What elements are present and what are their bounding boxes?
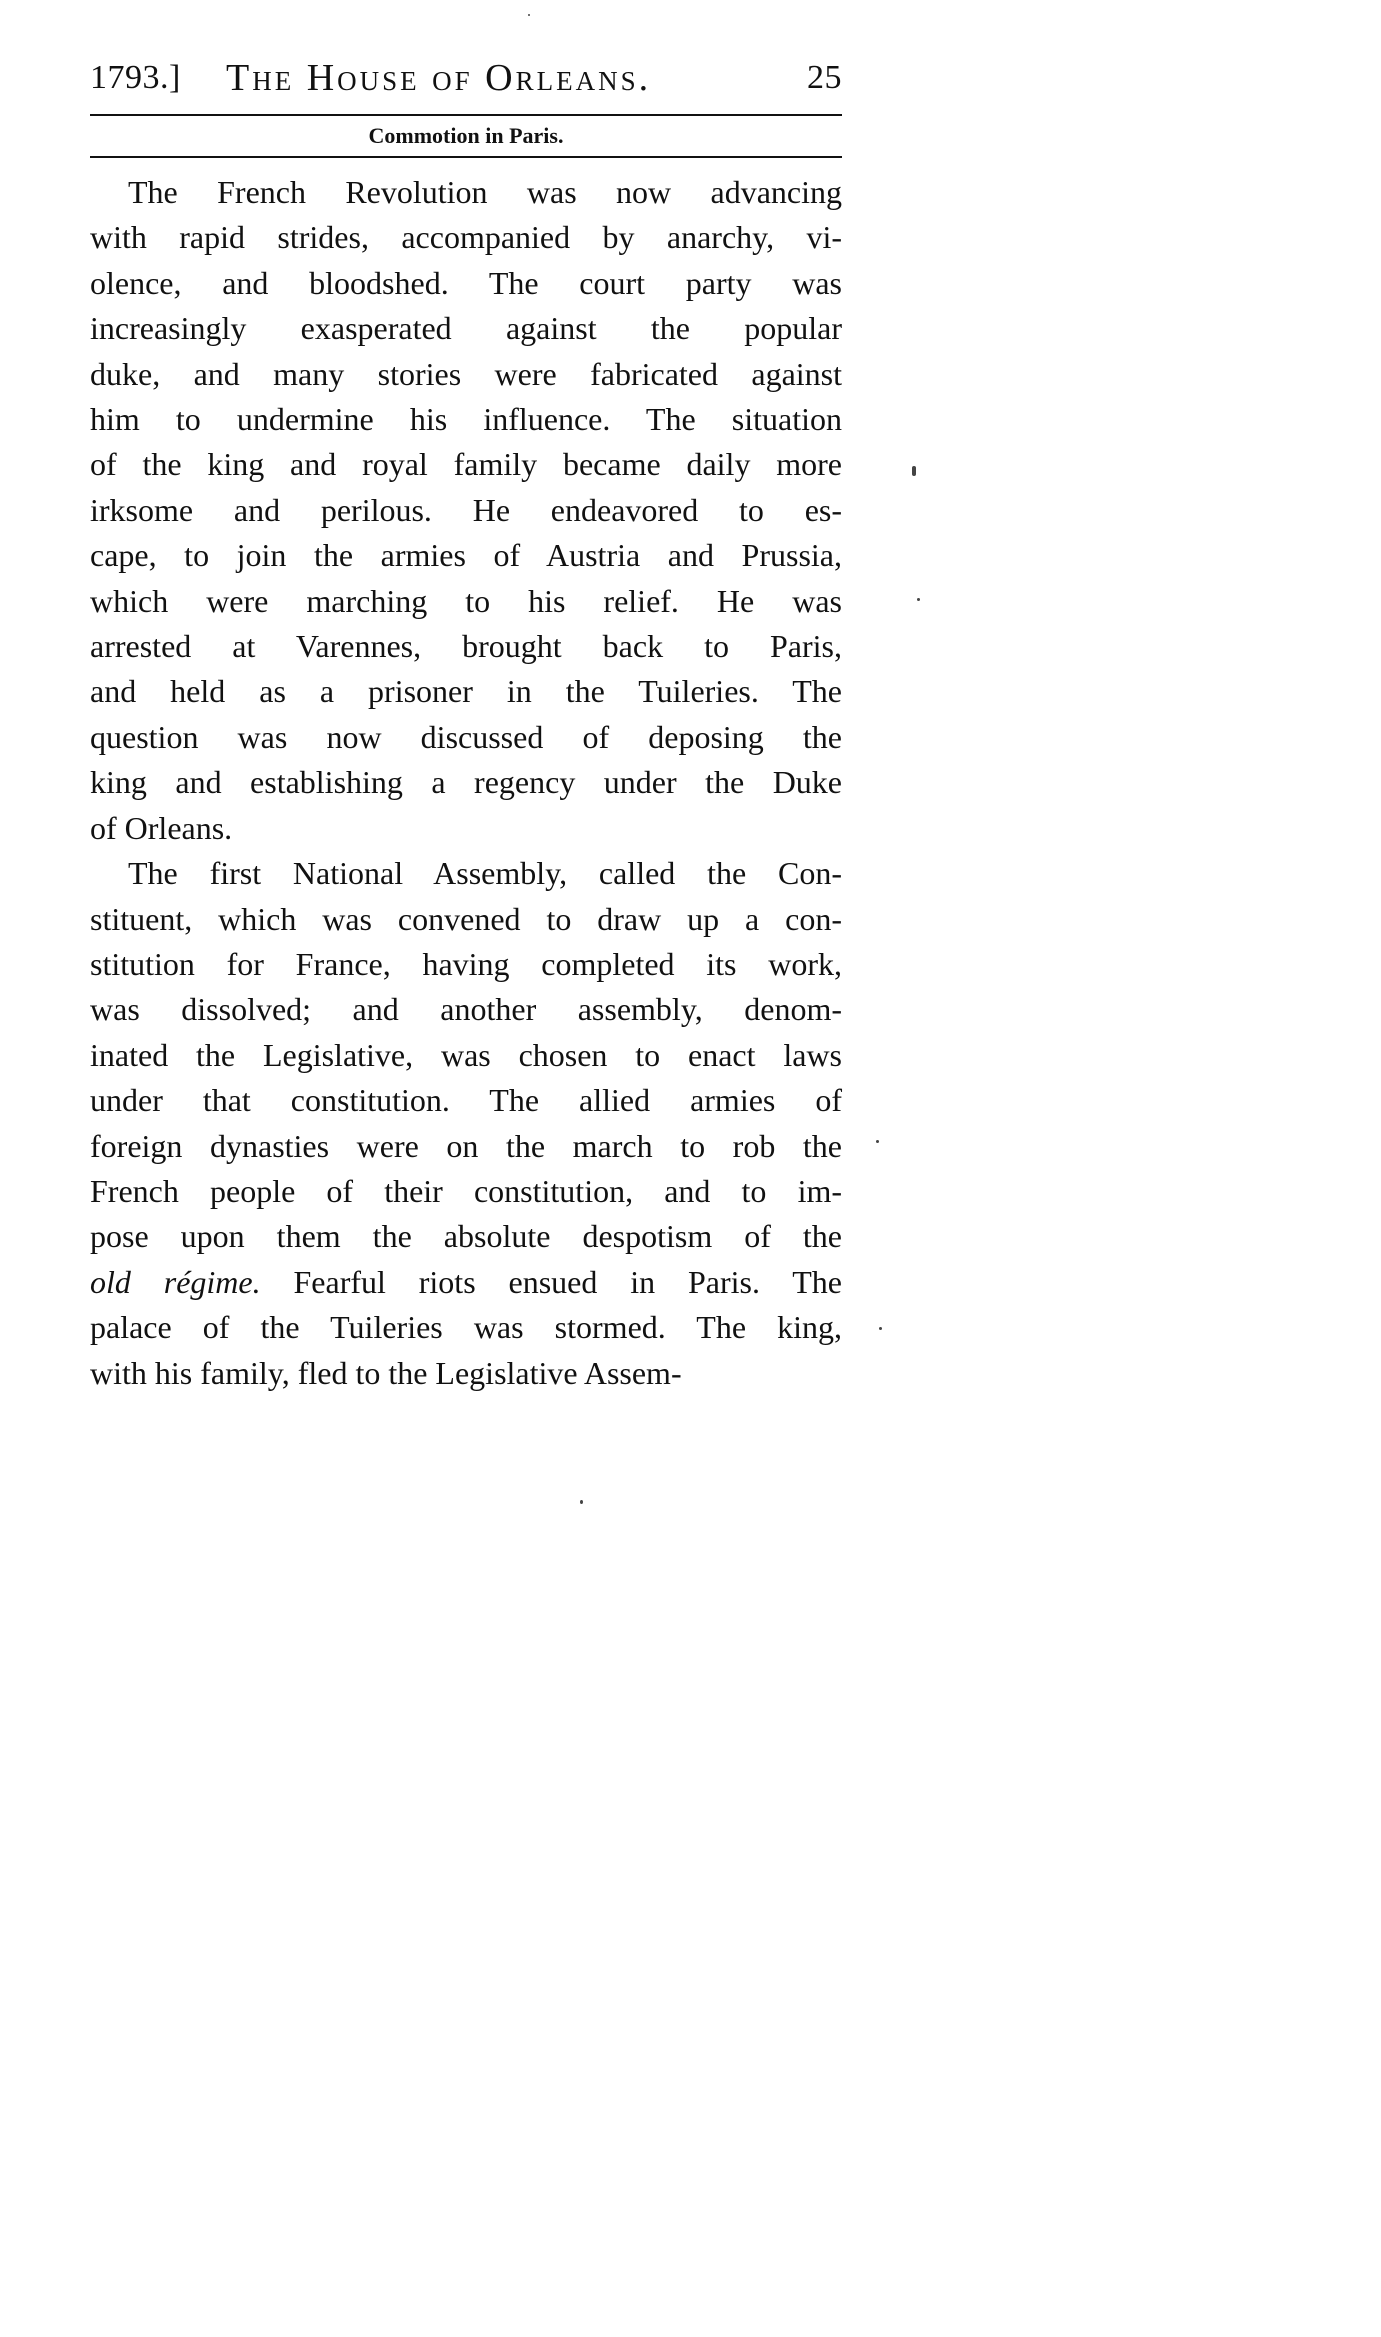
text-line: stituent, which was convened to draw up a con- [90,900,842,937]
running-head-title: The House of Orleans. [226,57,652,99]
running-head-year: 1793.] [90,59,181,96]
print-speck [580,1500,583,1504]
text-line: king and establishing a regency under the Duke [90,764,842,801]
text-line: which were marching to his relief. He was [90,582,842,619]
text-line: olence, and bloodshed. The court party was [90,264,842,301]
text-line: with rapid strides, accompanied by anarchy, vi- [90,219,842,256]
paragraph-1 [90,170,842,851]
print-speck [917,598,920,601]
text-line: pose upon them the absolute despotism of the [90,1218,842,1255]
text-line: inated the Legislative, was chosen to enact laws [90,1036,842,1073]
text-line-rest: Fearful riots ensued in Paris. The [260,1263,843,1300]
text-line: question was now discussed of deposing the [90,718,842,755]
running-head [90,56,842,100]
text-line: with his family, fled to the Legislative Assem- [90,1354,682,1391]
text-line: of the king and royal family became daily more [90,446,842,483]
text-line: The first National Assembly, called the Con- [128,855,842,892]
italic-phrase: old régime. [90,1263,261,1300]
text-line: was dissolved; and another assembly, denom- [90,991,842,1028]
header-rule-bottom [90,156,842,158]
print-speck [528,14,530,16]
section-subheading: Commotion in Paris. [368,123,564,148]
text-line: irksome and perilous. He endeavored to es- [90,491,842,528]
text-line: under that constitution. The allied armies of [90,1082,842,1119]
text-line: palace of the Tuileries was stormed. The king, [90,1309,842,1346]
text-line: and held as a prisoner in the Tuileries. The [90,673,842,710]
text-line: of Orleans. [90,809,233,846]
text-line: foreign dynasties were on the march to rob the [90,1127,842,1164]
text-line: stitution for France, having completed its work, [90,945,842,982]
page-number: 25 [807,59,842,96]
print-speck [912,466,916,476]
paragraph-2 [90,851,842,1396]
text-line-italic [90,1260,842,1305]
text-line: arrested at Varennes, brought back to Paris, [90,628,842,665]
book-page [0,0,940,1594]
print-speck [876,1140,879,1143]
text-line: French people of their constitution, and to im- [90,1172,842,1209]
header-rule-top [90,114,842,116]
text-line: cape, to join the armies of Austria and Prussia, [90,537,842,574]
text-line: duke, and many stories were fabricated against [90,355,842,392]
body-text [90,170,842,1396]
text-line: him to undermine his influence. The situation [90,401,842,438]
text-line: increasingly exasperated against the popular [90,310,842,347]
text-line: The French Revolution was now advancing [128,174,842,210]
print-speck [879,1327,882,1330]
